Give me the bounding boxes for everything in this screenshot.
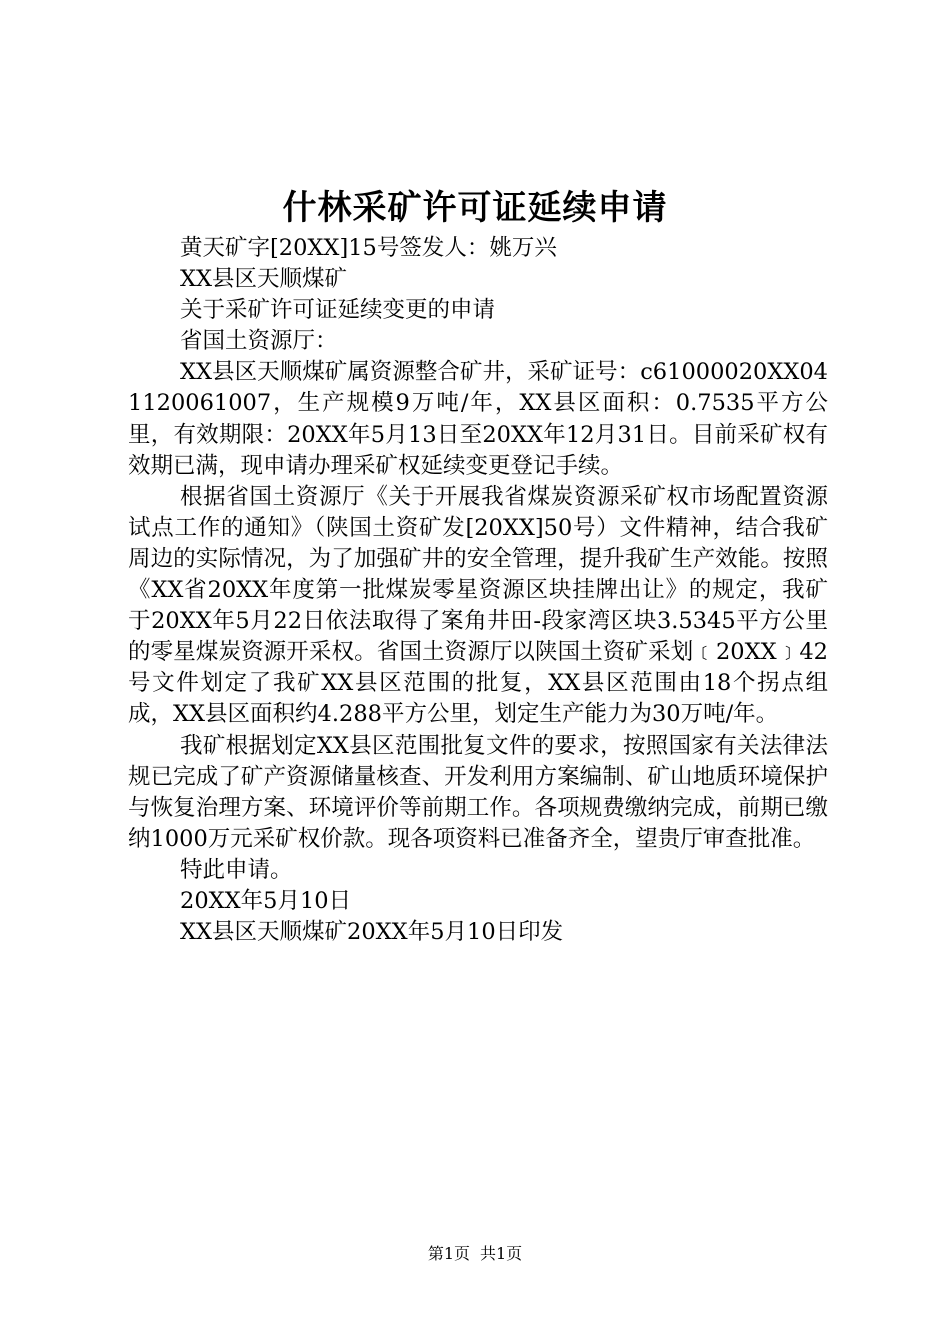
paragraph-progress: 我矿根据划定XX县区范围批复文件的要求，按照国家有关法律法规已完成了矿产资源储量核查、开发利用方案编制、矿山地质环境保护与恢复治理方案、环境评价等前期工作。各项规费缴纳完成，前期已缴纳1000万元采矿权价款。现各项资料已准备齐全，望贵厅审查批准。 bbox=[128, 732, 828, 852]
document-title: 什林采矿许可证延续申请 bbox=[282, 188, 668, 228]
recipient-line: 省国土资源厅： bbox=[180, 328, 338, 355]
page-footer bbox=[0, 1243, 950, 1265]
paragraph-basis: 根据省国土资源厅《关于开展我省煤炭资源采矿权市场配置资源试点工作的通知》（陕国土资矿发[20XX]50号）文件精神，结合我矿周边的实际情况，为了加强矿井的安全管理，提升我矿生产效能。按照《XX省20XX年度第一批煤炭零星资源区块挂牌出让》的规定，我矿于20XX年5月22日依法取得了案角井田-段家湾区块3.5345平方公里的零星煤炭资源开采权。省国土资源厅以陕国土资矿采划﹝20XX﹞42号文件划定了我矿XX县区范围的批复，XX县区范围由18个拐点组成，XX县区面积约4.288平方公里，划定生产能力为30万吨/年。 bbox=[128, 483, 828, 728]
signature-date: 20XX年5月10日 bbox=[180, 887, 352, 914]
document-body bbox=[128, 233, 828, 948]
issuer-line: XX县区天顺煤矿 bbox=[180, 266, 348, 293]
page-total: 共1页 bbox=[480, 1244, 523, 1263]
paragraph-background: XX县区天顺煤矿属资源整合矿井，采矿证号：c61000020XX041120061007，生产规模9万吨/年，XX县区面积：0.7535平方公里，有效期限：20XX年5月13日至20XX年12月31日。目前采矿权有效期已满，现申请办理采矿权延续变更登记手续。 bbox=[128, 359, 828, 479]
page-number: 第1页 bbox=[427, 1244, 470, 1263]
issue-line: XX县区天顺煤矿20XX年5月10日印发 bbox=[180, 919, 564, 946]
document-number-line: 黄天矿字[20XX]15号签发人：姚万兴 bbox=[180, 235, 557, 261]
subject-line: 关于采矿许可证延续变更的申请 bbox=[180, 297, 496, 324]
closing-statement: 特此申请。 bbox=[180, 856, 293, 883]
